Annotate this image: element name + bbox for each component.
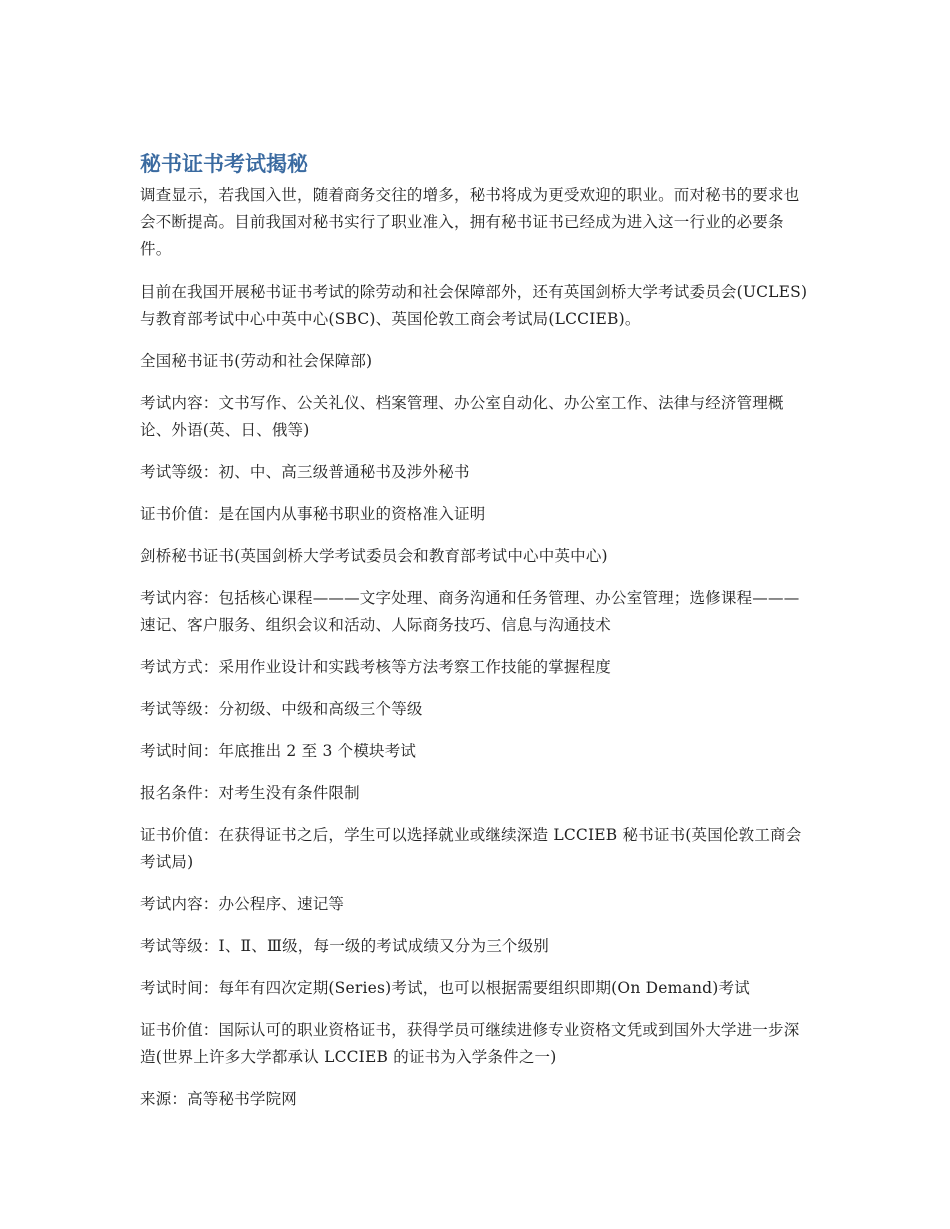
paragraph-cambridge-requirements: 报名条件：对考生没有条件限制 xyxy=(140,784,360,802)
paragraph-lccieb-value: 证书价值：国际认可的职业资格证书，获得学员可继续进修专业资格文凭或到国外大学进一步深造(世界上许多大学都承认 LCCIEB 的证书为入学条件之一) xyxy=(140,1021,800,1066)
paragraph-intro: 调查显示，若我国入世，随着商务交往的增多，秘书将成为更受欢迎的职业。而对秘书的要求也会不断提高。目前我国对秘书实行了职业准入，拥有秘书证书已经成为进入这一行业的必要条件。 xyxy=(140,186,800,258)
paragraph-cambridge-value: 证书价值：在获得证书之后，学生可以选择就业或继续深造 LCCIEB 秘书证书(英国伦敦工商会考试局) xyxy=(140,826,802,871)
paragraph-national-cert-heading: 全国秘书证书(劳动和社会保障部) xyxy=(140,352,373,370)
paragraph-national-levels: 考试等级：初、中、高三级普通秘书及涉外秘书 xyxy=(140,463,470,481)
paragraph-source: 来源：高等秘书学院网 xyxy=(140,1090,298,1108)
paragraph-lccieb-content: 考试内容：办公程序、速记等 xyxy=(140,895,345,913)
paragraph-cambridge-content: 考试内容：包括核心课程———文字处理、商务沟通和任务管理、办公室管理；选修课程———速记、客户服务、组织会议和活动、人际商务技巧、信息与沟通技术 xyxy=(140,589,800,634)
paragraph-cambridge-heading: 剑桥秘书证书(英国剑桥大学考试委员会和教育部考试中心中英中心) xyxy=(140,547,608,565)
paragraph-cambridge-method: 考试方式：采用作业设计和实践考核等方法考察工作技能的掌握程度 xyxy=(140,658,612,676)
paragraph-cambridge-time: 考试时间：年底推出 2 至 3 个模块考试 xyxy=(140,742,417,760)
paragraph-organizations: 目前在我国开展秘书证书考试的除劳动和社会保障部外，还有英国剑桥大学考试委员会(UCLES)与教育部考试中心中英中心(SBC)、英国伦敦工商会考试局(LCCIEB)。 xyxy=(140,283,808,328)
paragraph-lccieb-levels: 考试等级：Ⅰ、Ⅱ、Ⅲ级，每一级的考试成绩又分为三个级别 xyxy=(140,937,550,955)
paragraph-lccieb-time: 考试时间：每年有四次定期(Series)考试，也可以根据需要组织即期(On Demand)考试 xyxy=(140,979,750,997)
paragraph-national-value: 证书价值：是在国内从事秘书职业的资格准入证明 xyxy=(140,505,486,523)
document-page xyxy=(140,150,810,1128)
document-title: 秘书证书考试揭秘 xyxy=(140,152,308,176)
paragraph-national-content: 考试内容：文书写作、公关礼仪、档案管理、办公室自动化、办公室工作、法律与经济管理概论、外语(英、日、俄等) xyxy=(140,394,784,439)
paragraph-cambridge-levels: 考试等级：分初级、中级和高级三个等级 xyxy=(140,700,423,718)
